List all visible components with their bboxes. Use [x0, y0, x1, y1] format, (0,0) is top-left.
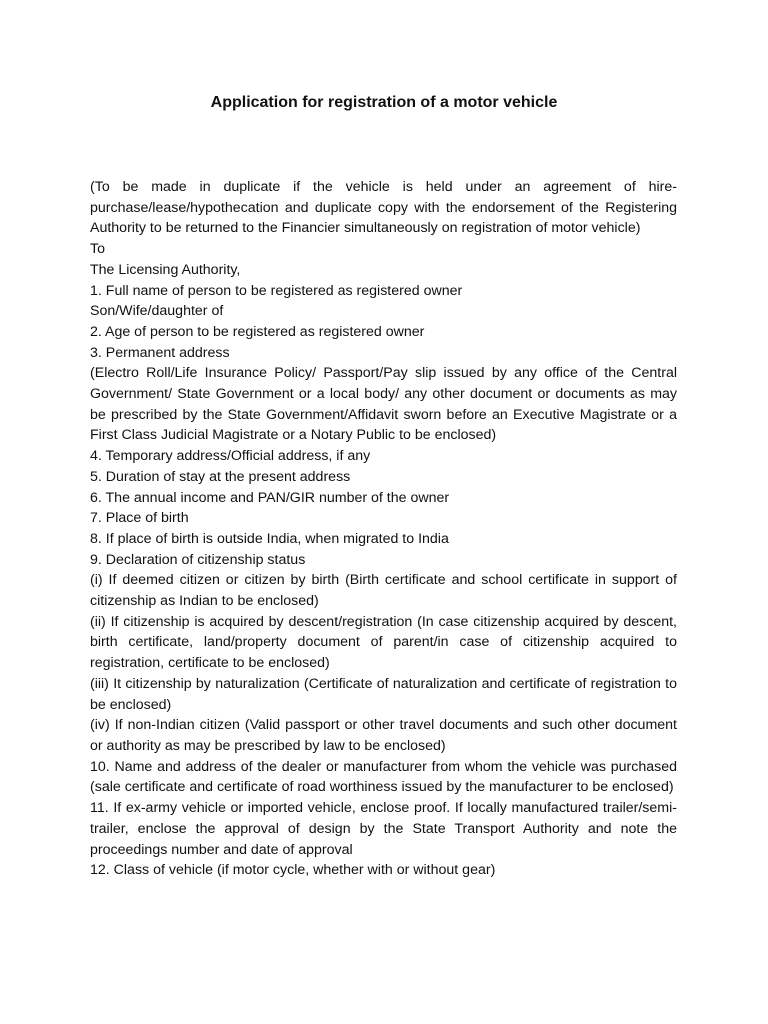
item-3-permanent-address: 3. Permanent address: [90, 344, 230, 361]
intro-paragraph: (To be made in duplicate if the vehicle is held under an agreement of hire-purchase/lease/hypothecation and duplicate copy with the endorsement of the Registering Authority to be returned to the Financier simultaneously on registration of motor vehicle): [90, 179, 677, 237]
item-9-sub-iv: (iv) If non-Indian citizen (Valid passport or other travel documents and such other document or authority as may be prescribed by law to be enclosed): [90, 717, 677, 754]
item-9-sub-i: (i) If deemed citizen or citizen by birth (Birth certificate and school certificate in support of citizenship as Indian to be enclosed): [90, 572, 677, 610]
item-3-address-proof-note: (Electro Roll/Life Insurance Policy/ Passport/Pay slip issued by any office of the Central Government/ State Government or a local body/ any other document or documents as may be prescribed by the State Government/Affidavit sworn before an Executive Magistrate or a First Class Judicial Magistrate or a Notary Public to be enclosed): [90, 365, 677, 444]
item-5-duration-of-stay: 5. Duration of stay at the present address: [90, 468, 351, 485]
item-4-temporary-address: 4. Temporary address/Official address, if any: [90, 448, 371, 465]
item-12-class-of-vehicle: 12. Class of vehicle (if motor cycle, whether with or without gear): [90, 862, 496, 879]
document-title: Application for registration of a motor vehicle: [210, 94, 558, 111]
item-9-citizenship: 9. Declaration of citizenship status: [90, 551, 306, 568]
item-relation: Son/Wife/daughter of: [90, 303, 224, 320]
item-8-migration: 8. If place of birth is outside India, when migrated to India: [90, 530, 449, 547]
item-9-sub-iii: (iii) It citizenship by naturalization (Certificate of naturalization and certificate of registration to be enclosed): [90, 675, 677, 713]
item-2-age: 2. Age of person to be registered as registered owner: [90, 323, 425, 340]
salutation-to: To: [90, 241, 105, 258]
item-6-annual-income: 6. The annual income and PAN/GIR number of the owner: [90, 489, 450, 506]
item-11-ex-army: 11. If ex-army vehicle or imported vehicle, enclose proof. If locally manufactured trailer/semi-trailer, enclose the approval of design by the State Transport Authority and note the proceedings number and date of approval: [90, 800, 677, 858]
document-body: [90, 177, 677, 881]
item-10-dealer: 10. Name and address of the dealer or manufacturer from whom the vehicle was purchased (sale certificate and certificate of road worthiness issued by the manufacturer to be enclosed): [90, 758, 677, 796]
item-9-sub-ii: (ii) If citizenship is acquired by descent/registration (In case citizenship acquired by descent, birth certificate, land/property document of parent/in case of citizenship acquired to registration, certificate to be enclosed): [90, 613, 677, 672]
item-7-place-of-birth: 7. Place of birth: [90, 510, 189, 527]
item-1-full-name: 1. Full name of person to be registered as registered owner: [90, 282, 463, 299]
addressee: The Licensing Authority,: [90, 261, 241, 278]
